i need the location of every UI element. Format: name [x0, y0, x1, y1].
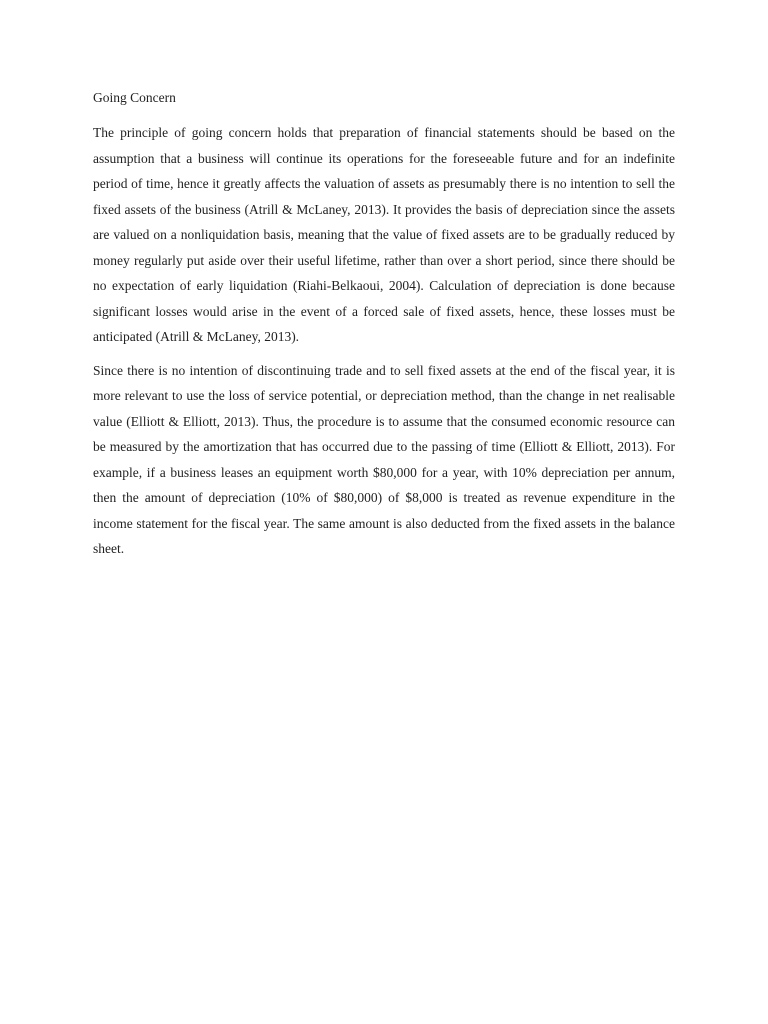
section-heading: Going Concern [93, 90, 176, 105]
paragraph-depreciation-example: Since there is no intention of discontinuing trade and to sell fixed assets at the end of the fiscal year, it is more relevant to use the loss of service potential, or depreciation method, than the change in net realisable value (Elliott & Elliott, 2013). Thus, the procedure is to assume that the consumed economic resource can be measured by the amortization that has occurred due to the passing of time (Elliott & Elliott, 2013). For example, if a business leases an equipment worth $80,000 for a year, with 10% depreciation per annum, then the amount of depreciation (10% of $80,000) of $8,000 is treated as revenue expenditure in the income statement for the fiscal year. The same amount is also deducted from the fixed assets in the balance sheet. [93, 362, 675, 556]
document-body [93, 86, 675, 570]
paragraph-going-concern-principle: The principle of going concern holds that preparation of financial statements should be based on the assumption that a business will continue its operations for the foreseeable future and for an indefinite period of time, hence it greatly affects the valuation of assets as presumably there is no intention to sell the fixed assets of the business (Atrill & McLaney, 2013). It provides the basis of depreciation since the assets are valued on a nonliquidation basis, meaning that the value of fixed assets are to be gradually reduced by money regularly put aside over their useful lifetime, rather than over a short period, since there should be no expectation of early liquidation (Riahi-Belkaoui, 2004). Calculation of depreciation is done because significant losses would arise in the event of a forced sale of fixed assets, hence, these losses must be anticipated (Atrill & McLaney, 2013). [93, 125, 675, 344]
